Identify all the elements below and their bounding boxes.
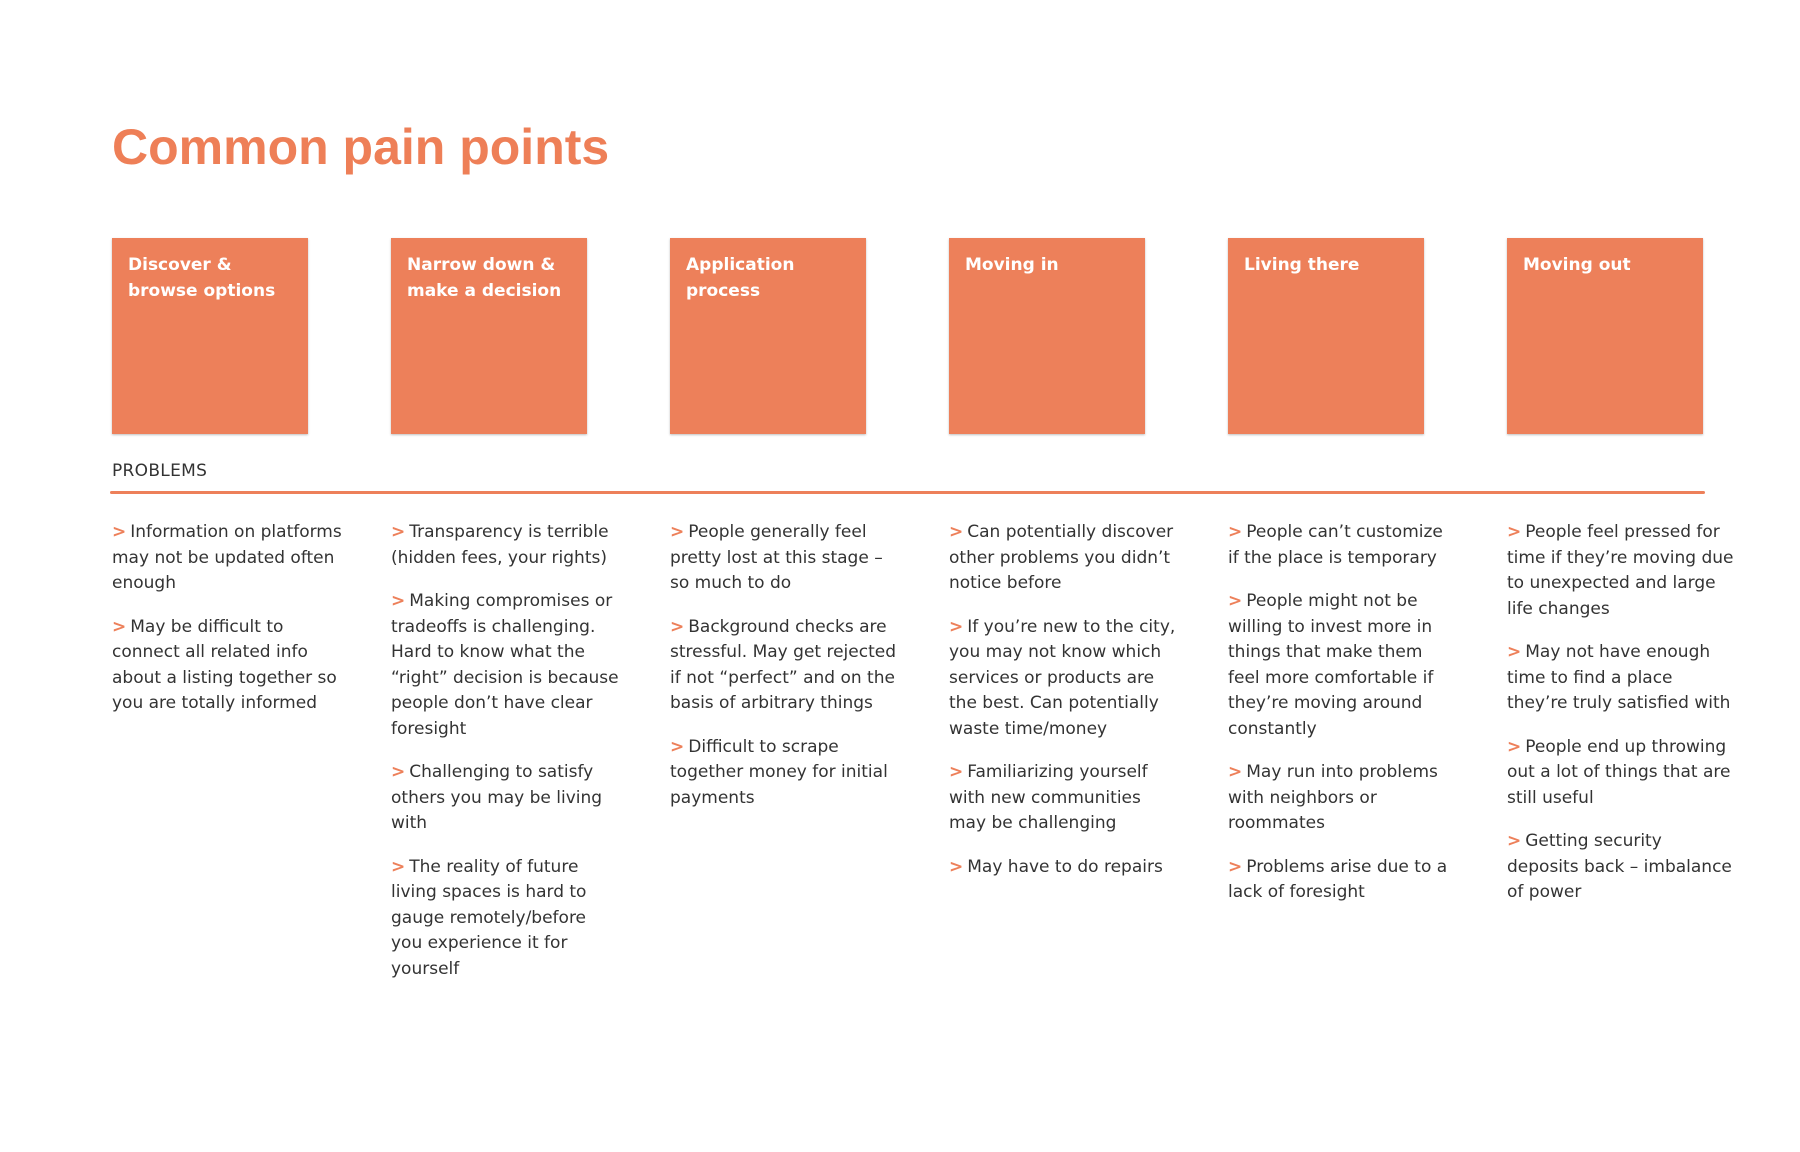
problem-column-discover <box>112 520 342 735</box>
chevron-right-icon: > <box>1507 831 1522 851</box>
section-divider <box>110 491 1705 494</box>
problem-text: May be difficult to connect all related info about a listing together so you are totally informed <box>112 616 337 713</box>
chevron-right-icon: > <box>670 736 685 757</box>
problem-text: Difficult to scrape together money for initial payments <box>670 736 888 808</box>
chevron-right-icon: > <box>1507 642 1522 662</box>
chevron-right-icon: > <box>670 616 685 637</box>
problem-item <box>1228 520 1458 571</box>
problem-item <box>1507 735 1737 812</box>
problem-text: People might not be willing to invest more in things that make them feel more comfortable if they’re moving around constantly <box>1228 591 1434 739</box>
chevron-right-icon: > <box>1228 856 1243 877</box>
chevron-right-icon: > <box>949 616 964 637</box>
stage-label: Living there <box>1244 255 1360 275</box>
problem-text: People end up throwing out a lot of things that are still useful <box>1507 736 1731 808</box>
stage-box-discover <box>112 238 308 434</box>
problem-item <box>1228 760 1458 837</box>
problem-item <box>391 760 621 837</box>
problem-item <box>391 520 621 571</box>
chevron-right-icon: > <box>391 522 406 542</box>
chevron-right-icon: > <box>670 522 685 542</box>
chevron-right-icon: > <box>391 856 406 877</box>
stage-label: Moving in <box>965 255 1059 275</box>
problem-item <box>391 855 621 983</box>
problem-text: May have to do repairs <box>967 856 1163 877</box>
problem-text: Familiarizing yourself with new communities may be challenging <box>949 762 1148 833</box>
chevron-right-icon: > <box>1507 522 1522 542</box>
problem-item <box>949 855 1179 881</box>
stage-box-living-there <box>1228 238 1424 434</box>
chevron-right-icon: > <box>112 522 127 542</box>
problem-text: Challenging to satisfy others you may be living with <box>391 762 603 833</box>
stage-box-application <box>670 238 866 434</box>
problem-item <box>670 615 900 717</box>
problem-text: People generally feel pretty lost at this stage – so much to do <box>670 522 883 593</box>
problem-item <box>949 760 1179 837</box>
chevron-right-icon: > <box>949 762 964 782</box>
chevron-right-icon: > <box>391 591 406 611</box>
problem-text: May not have enough time to find a place they’re truly satisfied with <box>1507 642 1731 713</box>
stage-label: Discover & browse options <box>128 255 276 301</box>
chevron-right-icon: > <box>949 856 964 877</box>
problem-item <box>1507 640 1737 717</box>
stage-label: Application process <box>686 255 795 301</box>
problem-item <box>391 589 621 742</box>
problem-item <box>670 520 900 597</box>
problem-item <box>949 520 1179 597</box>
problem-item <box>1228 855 1458 906</box>
problems-section-label: PROBLEMS <box>112 461 208 481</box>
stage-row <box>112 238 1702 434</box>
stage-box-moving-in <box>949 238 1145 434</box>
page-title: Common pain points <box>112 119 610 175</box>
chevron-right-icon: > <box>949 522 964 542</box>
problem-text: Getting security deposits back – imbalance of power <box>1507 831 1732 902</box>
problem-text: People feel pressed for time if they’re moving due to unexpected and large life changes <box>1507 522 1734 619</box>
chevron-right-icon: > <box>1507 736 1522 757</box>
stage-box-narrow-down <box>391 238 587 434</box>
problem-column-moving-out <box>1507 520 1737 924</box>
problem-text: Transparency is terrible (hidden fees, your rights) <box>391 522 609 568</box>
stage-label: Moving out <box>1523 255 1631 275</box>
stage-label: Narrow down & make a decision <box>407 255 562 301</box>
stage-box-moving-out <box>1507 238 1703 434</box>
problem-text: The reality of future living spaces is hard to gauge remotely/before you experience it for yourself <box>391 856 587 979</box>
chevron-right-icon: > <box>112 616 127 637</box>
problem-item <box>1228 589 1458 742</box>
problem-column-living-there <box>1228 520 1458 924</box>
problem-column-application <box>670 520 900 829</box>
problem-item <box>1507 520 1737 622</box>
problem-text: Problems arise due to a lack of foresight <box>1228 856 1448 902</box>
problem-text: Background checks are stressful. May get rejected if not “perfect” and on the basis of arbitrary things <box>670 616 896 713</box>
problem-item <box>112 615 342 717</box>
problem-text: Information on platforms may not be updated often enough <box>112 522 342 593</box>
problem-item <box>670 735 900 812</box>
problem-item <box>1507 829 1737 906</box>
chevron-right-icon: > <box>1228 591 1243 611</box>
chevron-right-icon: > <box>1228 762 1243 782</box>
problem-text: If you’re new to the city, you may not know which services or products are the best. Can potentially waste time/money <box>949 616 1176 739</box>
problem-text: Can potentially discover other problems you didn’t notice before <box>949 522 1174 593</box>
problem-item <box>949 615 1179 743</box>
problem-text: Making compromises or tradeoffs is challenging. Hard to know what the “right” decision is because people don’t have clear foresight <box>391 591 619 739</box>
problem-item <box>112 520 342 597</box>
problem-text: May run into problems with neighbors or roommates <box>1228 762 1438 833</box>
chevron-right-icon: > <box>1228 522 1243 542</box>
problem-column-narrow-down <box>391 520 621 1000</box>
problem-text: People can’t customize if the place is temporary <box>1228 522 1443 568</box>
chevron-right-icon: > <box>391 762 406 782</box>
problem-column-moving-in <box>949 520 1179 898</box>
